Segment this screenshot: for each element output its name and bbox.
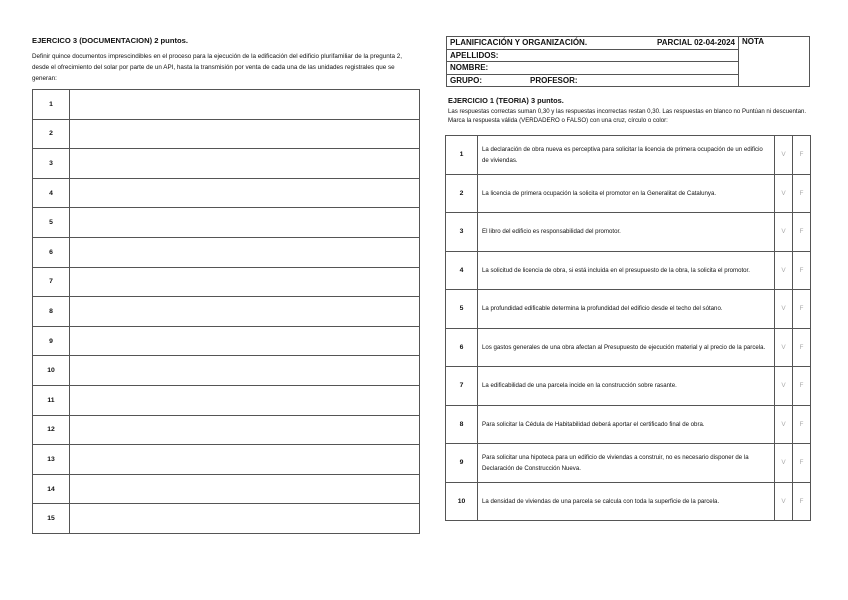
question-text: Los gastos generales de una obra afectan al Presupuesto de ejecución material y al precio de la parcela. — [478, 328, 775, 367]
document-answer-field[interactable] — [70, 474, 420, 504]
course-title-cell — [447, 37, 739, 50]
document-row-number: 10 — [33, 356, 70, 386]
document-row-number: 8 — [33, 297, 70, 327]
question-number: 8 — [446, 405, 478, 444]
document-answer-field[interactable] — [70, 267, 420, 297]
document-row-number: 12 — [33, 415, 70, 445]
documents-table — [32, 89, 420, 534]
question-number: 9 — [446, 444, 478, 483]
document-answer-field[interactable] — [70, 356, 420, 386]
true-option[interactable]: V — [775, 405, 793, 444]
document-row-number: 4 — [33, 178, 70, 208]
question-text: La declaración de obra nueva es perceptiva para solicitar la licencia de primera ocupación de un edificio de viviendas. — [478, 136, 775, 175]
document-row-number: 14 — [33, 474, 70, 504]
document-row-number: 1 — [33, 90, 70, 120]
exam-date: PARCIAL 02-04-2024 — [657, 38, 735, 48]
document-row — [33, 178, 420, 208]
document-row-number: 9 — [33, 326, 70, 356]
false-option[interactable]: F — [793, 251, 811, 290]
question-row — [446, 367, 811, 406]
true-option[interactable]: V — [775, 213, 793, 252]
true-option[interactable]: V — [775, 328, 793, 367]
question-row — [446, 174, 811, 213]
question-number: 10 — [446, 482, 478, 521]
document-row — [33, 267, 420, 297]
document-answer-field[interactable] — [70, 119, 420, 149]
document-row — [33, 90, 420, 120]
document-row-number: 2 — [33, 119, 70, 149]
question-row — [446, 482, 811, 521]
question-text: La licencia de primera ocupación la solicita el promotor en la Generalitat de Catalunya. — [478, 174, 775, 213]
false-option[interactable]: F — [793, 136, 811, 175]
document-answer-field[interactable] — [70, 149, 420, 179]
question-text: Para solicitar una hipoteca para un edificio de viviendas a construir, no es necesario disponer de la Declaración de Construcción Nueva. — [478, 444, 775, 483]
true-option[interactable]: V — [775, 444, 793, 483]
exercise1-title: EJERCICIO 1 (TEORIA) 3 puntos. — [448, 96, 564, 105]
course-title: PLANIFICACIÓN Y ORGANIZACIÓN. — [450, 38, 588, 48]
question-text: Para solicitar la Cédula de Habitabilidad deberá aportar el certificado final de obra. — [478, 405, 775, 444]
group-teacher-field[interactable] — [447, 74, 739, 87]
question-row — [446, 251, 811, 290]
document-row — [33, 119, 420, 149]
document-answer-field[interactable] — [70, 237, 420, 267]
document-row-number: 3 — [33, 149, 70, 179]
surnames-label: APELLIDOS: — [450, 50, 499, 60]
false-option[interactable]: F — [793, 444, 811, 483]
exercise1-description: Las respuestas correctas suman 0,30 y las respuestas incorrectas restan 0,30. Las respuestas en blanco no Puntúan ni descuentan. Marca la respuesta válida (VERDADERO o FALSO) con una cruz, círculo o color: — [448, 108, 807, 124]
student-header-table — [446, 36, 810, 87]
question-text: La profundidad edificable determina la profundidad del edificio desde el techo del sótano. — [478, 290, 775, 329]
false-option[interactable]: F — [793, 405, 811, 444]
questions-table — [445, 135, 811, 521]
document-answer-field[interactable] — [70, 326, 420, 356]
document-answer-field[interactable] — [70, 504, 420, 534]
question-number: 5 — [446, 290, 478, 329]
question-number: 1 — [446, 136, 478, 175]
document-answer-field[interactable] — [70, 385, 420, 415]
true-option[interactable]: V — [775, 136, 793, 175]
false-option[interactable]: F — [793, 482, 811, 521]
document-row-number: 15 — [33, 504, 70, 534]
question-number: 3 — [446, 213, 478, 252]
true-option[interactable]: V — [775, 482, 793, 521]
true-option[interactable]: V — [775, 251, 793, 290]
false-option[interactable]: F — [793, 174, 811, 213]
question-text: El libro del edificio es responsabilidad del promotor. — [478, 213, 775, 252]
question-number: 2 — [446, 174, 478, 213]
document-row — [33, 326, 420, 356]
document-answer-field[interactable] — [70, 90, 420, 120]
question-number: 4 — [446, 251, 478, 290]
document-answer-field[interactable] — [70, 415, 420, 445]
question-text: La edificabilidad de una parcela incide en la construcción sobre rasante. — [478, 367, 775, 406]
document-row — [33, 297, 420, 327]
question-text: La densidad de viviendas de una parcela se calcula con toda la superficie de la parcela. — [478, 482, 775, 521]
document-row — [33, 149, 420, 179]
document-row-number: 6 — [33, 237, 70, 267]
grade-box[interactable] — [739, 37, 810, 87]
document-row — [33, 415, 420, 445]
document-row-number: 7 — [33, 267, 70, 297]
exercise3-description: Definir quince documentos imprescindibles en el proceso para la ejecución de la edificación del edificio plurifamiliar de la pregunta 2, desde el ofrecimiento del solar por parte de un API, hasta la transmisión por venta de cada una de las unidades registrales que se generan: — [32, 53, 402, 82]
true-option[interactable]: V — [775, 290, 793, 329]
false-option[interactable]: F — [793, 367, 811, 406]
exercise3-title: EJERCICO 3 (DOCUMENTACION) 2 puntos. — [32, 36, 188, 45]
document-answer-field[interactable] — [70, 445, 420, 475]
false-option[interactable]: F — [793, 328, 811, 367]
false-option[interactable]: F — [793, 290, 811, 329]
document-row — [33, 445, 420, 475]
teacher-label: PROFESOR: — [530, 75, 578, 85]
question-row — [446, 444, 811, 483]
question-row — [446, 290, 811, 329]
document-row-number: 11 — [33, 385, 70, 415]
false-option[interactable]: F — [793, 213, 811, 252]
true-option[interactable]: V — [775, 367, 793, 406]
question-row — [446, 136, 811, 175]
document-row — [33, 208, 420, 238]
document-answer-field[interactable] — [70, 178, 420, 208]
document-row — [33, 356, 420, 386]
document-row-number: 5 — [33, 208, 70, 238]
group-label: GRUPO: — [450, 75, 482, 85]
document-row — [33, 504, 420, 534]
document-row — [33, 385, 420, 415]
question-row — [446, 213, 811, 252]
question-number: 7 — [446, 367, 478, 406]
grade-label: NOTA — [742, 37, 765, 46]
surnames-field[interactable] — [447, 49, 739, 62]
document-answer-field[interactable] — [70, 208, 420, 238]
document-row — [33, 237, 420, 267]
exercise3-section — [32, 36, 420, 534]
question-number: 6 — [446, 328, 478, 367]
question-text: La solicitud de licencia de obra, si está incluida en el presupuesto de la obra, la solicita el promotor. — [478, 251, 775, 290]
name-label: NOMBRE: — [450, 63, 489, 73]
name-field[interactable] — [447, 62, 739, 75]
true-option[interactable]: V — [775, 174, 793, 213]
document-row — [33, 474, 420, 504]
document-row-number: 13 — [33, 445, 70, 475]
question-row — [446, 328, 811, 367]
exam-sheet-section — [446, 36, 812, 521]
question-row — [446, 405, 811, 444]
document-answer-field[interactable] — [70, 297, 420, 327]
